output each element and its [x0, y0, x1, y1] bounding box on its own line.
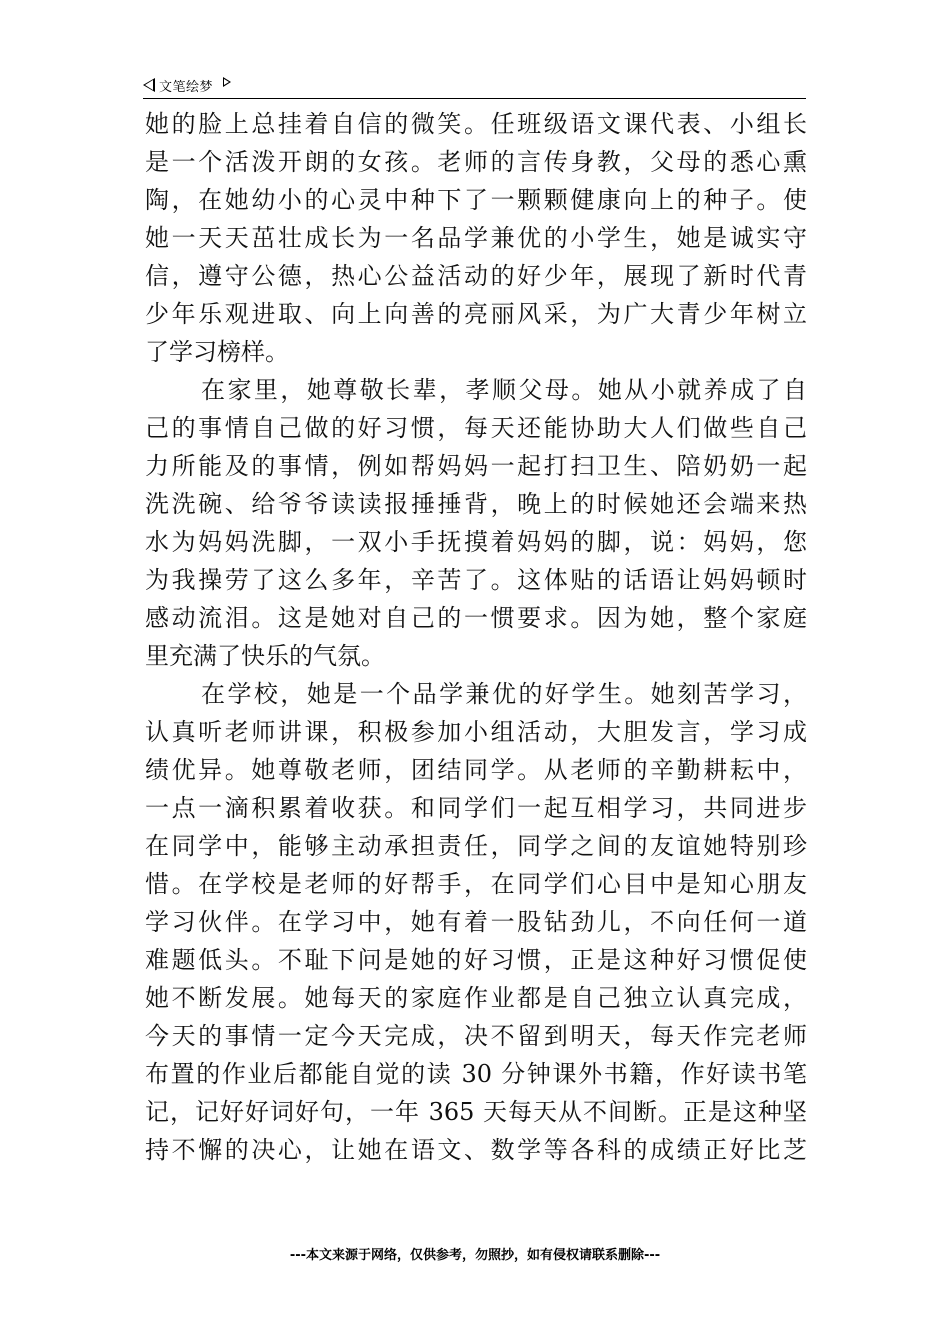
text-line: 她不断发展。她每天的家庭作业都是自己独立认真完成， [145, 984, 807, 1012]
text-line: 难题低头。不耻下问是她的好习惯，正是这种好习惯促使 [145, 946, 807, 974]
text-line: 陶，在她幼小的心灵中种下了一颗颗健康向上的种子。使 [145, 186, 807, 214]
text-line: 少年乐观进取、向上向善的亮丽风采，为广大青少年树立 [145, 300, 807, 328]
text-line: 她的脸上总挂着自信的微笑。任班级语文课代表、小组长 [145, 110, 807, 138]
text-line: 在学校，她是一个品学兼优的好学生。她刻苦学习， [201, 680, 807, 708]
text-line: 认真听老师讲课，积极参加小组活动，大胆发言，学习成 [145, 718, 807, 746]
page-footer: ---本文来源于网络，仅供参考，勿照抄，如有侵权请联系删除--- [289, 1248, 661, 1263]
header-brand-group [143, 74, 231, 96]
text-line: 在同学中，能够主动承担责任，同学之间的友谊她特别珍 [145, 832, 807, 860]
right-triangle-icon [223, 77, 231, 87]
document-body [145, 105, 807, 1169]
text-line: 信，遵守公德，热心公益活动的好少年，展现了新时代青 [145, 262, 807, 290]
text-line: 为我操劳了这么多年，辛苦了。这体贴的话语让妈妈顿时 [145, 566, 807, 594]
left-triangle-icon [143, 78, 155, 92]
text-line: 学习伙伴。在学习中，她有着一股钻劲儿，不向任何一道 [145, 908, 807, 936]
text-line: 绩优异。她尊敬老师，团结同学。从老师的辛勤耕耘中， [145, 756, 807, 784]
text-line: 今天的事情一定今天完成，决不留到明天，每天作完老师 [145, 1022, 807, 1050]
text-line: 己的事情自己做的好习惯，每天还能协助大人们做些自己 [145, 414, 807, 442]
text-line: 布置的作业后都能自觉的读 30 分钟课外书籍，作好读书笔 [145, 1060, 807, 1088]
text-line: 感动流泪。这是她对自己的一惯要求。因为她，整个家庭 [145, 604, 807, 632]
header-brand: 文笔绘梦 [159, 79, 214, 95]
text-line: 力所能及的事情，例如帮妈妈一起打扫卫生、陪奶奶一起 [145, 452, 807, 480]
page-header [143, 74, 806, 99]
text-line: 记，记好好词好句，一年 365 天每天从不间断。正是这种坚 [145, 1098, 807, 1126]
text-line: 洗洗碗、给爷爷读读报捶捶背，晚上的时候她还会端来热 [145, 490, 807, 518]
text-line: 一点一滴积累着收获。和同学们一起互相学习，共同进步 [145, 794, 807, 822]
text-line: 了学习榜样。 [145, 338, 289, 366]
text-line: 在家里，她尊敬长辈，孝顺父母。她从小就养成了自 [201, 376, 807, 404]
text-line: 是一个活泼开朗的女孩。老师的言传身教，父母的悉心熏 [145, 148, 807, 176]
text-line: 里充满了快乐的气氛。 [145, 642, 385, 670]
text-line: 水为妈妈洗脚，一双小手抚摸着妈妈的脚，说：妈妈，您 [145, 528, 807, 556]
text-line: 她一天天茁壮成长为一名品学兼优的小学生，她是诚实守 [145, 224, 807, 252]
text-line: 惜。在学校是老师的好帮手，在同学们心目中是知心朋友 [145, 870, 807, 898]
text-line: 持不懈的决心，让她在语文、数学等各科的成绩正好比芝 [145, 1136, 807, 1164]
